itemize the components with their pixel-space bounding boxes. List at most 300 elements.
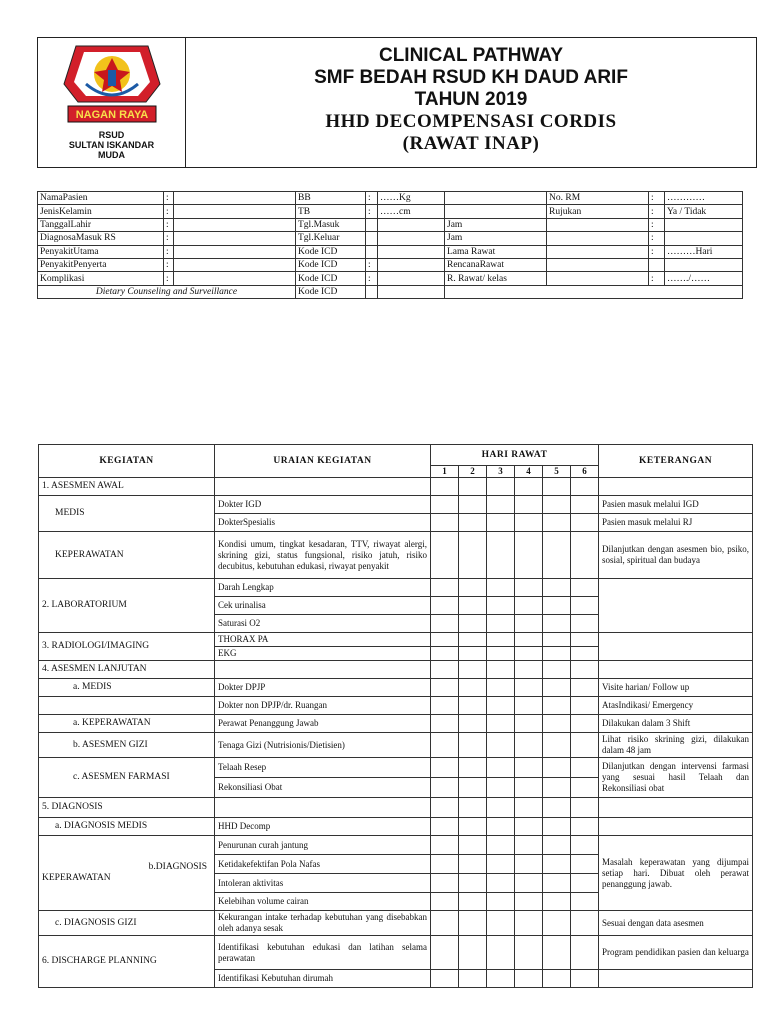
day-checkbox-cell[interactable] [515, 874, 543, 893]
logo-caption-line: RSUD [98, 130, 125, 140]
uraian-cell: Darah Lengkap [215, 579, 431, 597]
patient-info-row [38, 258, 743, 271]
day-checkbox-cell[interactable] [459, 778, 487, 798]
field-label [445, 192, 547, 205]
field-value [174, 192, 296, 205]
colon: : [164, 272, 174, 285]
day-checkbox-cell[interactable] [487, 970, 515, 988]
day-checkbox-cell[interactable] [543, 733, 571, 758]
field-value [665, 232, 743, 245]
day-checkbox-cell[interactable] [459, 715, 487, 733]
field-value [174, 245, 296, 258]
day-checkbox-cell[interactable] [543, 697, 571, 715]
day-checkbox-cell[interactable] [515, 715, 543, 733]
colon: : [164, 205, 174, 218]
header-row [39, 445, 753, 466]
day-checkbox-cell[interactable] [515, 633, 543, 647]
day-checkbox-cell[interactable] [571, 661, 599, 679]
dietary-label: Dietary Counseling and Surveillance [38, 285, 296, 298]
day-checkbox-cell[interactable] [459, 579, 487, 597]
day-checkbox-cell[interactable] [431, 661, 459, 679]
colon: : [366, 192, 378, 205]
kegiatan-cell: a. DIAGNOSIS MEDIS [39, 818, 215, 836]
field-value [174, 272, 296, 285]
pathway-row [39, 579, 753, 597]
day-checkbox-cell[interactable] [459, 798, 487, 818]
logo-cell [38, 38, 186, 167]
day-checkbox-cell[interactable] [459, 970, 487, 988]
day-checkbox-cell[interactable] [543, 836, 571, 855]
day-checkbox-cell[interactable] [571, 733, 599, 758]
day-checkbox-cell[interactable] [543, 874, 571, 893]
keterangan-cell: Sesuai dengan data asesmen [599, 911, 753, 936]
day-checkbox-cell[interactable] [431, 758, 459, 778]
day-checkbox-cell[interactable] [543, 911, 571, 936]
day-checkbox-cell[interactable] [571, 893, 599, 911]
pathway-row [39, 758, 753, 778]
field-value [174, 205, 296, 218]
field-label: Tgl.Masuk [296, 218, 366, 231]
uraian-cell: Identifikasi Kebutuhan dirumah [215, 970, 431, 988]
pathway-row [39, 911, 753, 936]
uraian-cell: Cek urinalisa [215, 597, 431, 615]
day-number: 6 [571, 466, 599, 478]
document-header [37, 37, 757, 168]
day-checkbox-cell[interactable] [571, 911, 599, 936]
uraian-cell: Rekonsiliasi Obat [215, 778, 431, 798]
day-checkbox-cell[interactable] [487, 597, 515, 615]
kegiatan-cell: a. MEDIS [39, 679, 215, 697]
day-checkbox-cell[interactable] [515, 579, 543, 597]
field-label: No. RM [547, 192, 649, 205]
patient-info-row [38, 205, 743, 218]
day-checkbox-cell[interactable] [515, 532, 543, 579]
col-keterangan: KETERANGAN [599, 445, 753, 478]
colon: : [649, 192, 665, 205]
day-checkbox-cell[interactable] [515, 679, 543, 697]
day-checkbox-cell[interactable] [571, 679, 599, 697]
field-label: PenyakitUtama [38, 245, 164, 258]
day-checkbox-cell[interactable] [459, 615, 487, 633]
day-checkbox-cell[interactable] [459, 758, 487, 778]
day-checkbox-cell[interactable] [431, 778, 459, 798]
colon [366, 232, 378, 245]
day-checkbox-cell[interactable] [543, 514, 571, 532]
title-line: HHD DECOMPENSASI CORDIS [325, 110, 617, 132]
field-value [366, 285, 378, 298]
day-checkbox-cell[interactable] [515, 514, 543, 532]
day-checkbox-cell[interactable] [431, 697, 459, 715]
field-label: PenyakitPenyerta [38, 258, 164, 271]
colon [366, 218, 378, 231]
uraian-cell: DokterSpesialis [215, 514, 431, 532]
day-checkbox-cell[interactable] [571, 579, 599, 597]
field-label: NamaPasien [38, 192, 164, 205]
field-label: Kode ICD [296, 285, 366, 298]
patient-info-row [38, 192, 743, 205]
uraian-cell: Penurunan curah jantung [215, 836, 431, 855]
day-checkbox-cell[interactable] [459, 514, 487, 532]
day-checkbox-cell[interactable] [459, 733, 487, 758]
patient-info-row [38, 245, 743, 258]
svg-text:NAGAN RAYA: NAGAN RAYA [75, 109, 148, 121]
day-checkbox-cell[interactable] [459, 697, 487, 715]
field-value [378, 258, 445, 271]
day-checkbox-cell[interactable] [487, 514, 515, 532]
colon: : [649, 232, 665, 245]
day-checkbox-cell[interactable] [487, 798, 515, 818]
day-checkbox-cell[interactable] [487, 758, 515, 778]
field-value [174, 232, 296, 245]
day-checkbox-cell[interactable] [459, 836, 487, 855]
uraian-cell: Intoleran aktivitas [215, 874, 431, 893]
kegiatan-cell: c. ASESMEN FARMASI [39, 758, 215, 798]
day-checkbox-cell[interactable] [543, 679, 571, 697]
field-value [378, 245, 445, 258]
field-label [547, 245, 649, 258]
day-checkbox-cell[interactable] [543, 893, 571, 911]
field-value: ……Kg [378, 192, 445, 205]
keterangan-cell: Lihat risiko skrining gizi, dilakukan dalam 48 jam [599, 733, 753, 758]
uraian-cell: Kelebihan volume cairan [215, 893, 431, 911]
day-number: 5 [543, 466, 571, 478]
colon: : [366, 205, 378, 218]
uraian-cell: Saturasi O2 [215, 615, 431, 633]
day-checkbox-cell[interactable] [459, 532, 487, 579]
field-value [665, 218, 743, 231]
day-checkbox-cell[interactable] [571, 532, 599, 579]
uraian-cell: Identifikasi kebutuhan edukasi dan latihan selama perawatan [215, 936, 431, 970]
kegiatan-cell: 1. ASESMEN AWAL [39, 478, 215, 496]
day-checkbox-cell[interactable] [431, 647, 459, 661]
day-checkbox-cell[interactable] [515, 855, 543, 874]
field-label: TB [296, 205, 366, 218]
kegiatan-cell: 5. DIAGNOSIS [39, 798, 215, 818]
day-checkbox-cell[interactable] [515, 911, 543, 936]
day-checkbox-cell[interactable] [515, 733, 543, 758]
day-checkbox-cell[interactable] [431, 615, 459, 633]
uraian-cell [215, 661, 431, 679]
day-checkbox-cell[interactable] [515, 970, 543, 988]
keterangan-cell: Dilanjutkan dengan intervensi farmasi yang sesuai hasil Telaah dan Rekonsiliasi obat [599, 758, 753, 798]
title-line: (RAWAT INAP) [402, 132, 540, 154]
day-checkbox-cell[interactable] [487, 615, 515, 633]
keterangan-cell: Program pendidikan pasien dan keluarga [599, 936, 753, 970]
day-checkbox-cell[interactable] [487, 733, 515, 758]
day-checkbox-cell[interactable] [571, 855, 599, 874]
day-checkbox-cell[interactable] [431, 579, 459, 597]
day-checkbox-cell[interactable] [543, 478, 571, 496]
day-checkbox-cell[interactable] [571, 970, 599, 988]
day-checkbox-cell[interactable] [487, 874, 515, 893]
day-checkbox-cell[interactable] [515, 836, 543, 855]
day-checkbox-cell[interactable] [431, 855, 459, 874]
kegiatan-cell: 4. ASESMEN LANJUTAN [39, 661, 215, 679]
uraian-cell: Perawat Penanggung Jawab [215, 715, 431, 733]
field-label: TanggalLahir [38, 218, 164, 231]
day-checkbox-cell[interactable] [487, 715, 515, 733]
pathway-row [39, 818, 753, 836]
day-checkbox-cell[interactable] [515, 778, 543, 798]
uraian-cell: Dokter non DPJP/dr. Ruangan [215, 697, 431, 715]
day-checkbox-cell[interactable] [431, 836, 459, 855]
field-label [547, 272, 649, 285]
day-checkbox-cell[interactable] [571, 597, 599, 615]
uraian-cell [215, 798, 431, 818]
day-checkbox-cell[interactable] [487, 496, 515, 514]
uraian-cell: Kekurangan intake terhadap kebutuhan yang disebabkan oleh adanya sesak [215, 911, 431, 936]
pathway-row [39, 798, 753, 818]
day-checkbox-cell[interactable] [459, 911, 487, 936]
day-checkbox-cell[interactable] [571, 715, 599, 733]
pathway-row [39, 532, 753, 579]
day-checkbox-cell[interactable] [487, 579, 515, 597]
colon: : [164, 258, 174, 271]
colon: : [649, 272, 665, 285]
day-checkbox-cell[interactable] [459, 647, 487, 661]
hospital-logo [56, 44, 168, 128]
day-checkbox-cell[interactable] [487, 647, 515, 661]
kegiatan-cell: KEPERAWATAN [39, 532, 215, 579]
patient-info-row [38, 218, 743, 231]
day-checkbox-cell[interactable] [543, 798, 571, 818]
day-checkbox-cell[interactable] [543, 647, 571, 661]
field-value: ……./…… [665, 272, 743, 285]
day-number: 2 [459, 466, 487, 478]
colon: : [649, 245, 665, 258]
title-cell [186, 38, 756, 167]
day-checkbox-cell[interactable] [515, 647, 543, 661]
field-label [547, 258, 649, 271]
day-checkbox-cell[interactable] [431, 893, 459, 911]
title-line: SMF BEDAH RSUD KH DAUD ARIF [314, 66, 628, 88]
keterangan-cell: Pasien masuk melalui RJ [599, 514, 753, 532]
day-checkbox-cell[interactable] [459, 936, 487, 970]
day-checkbox-cell[interactable] [431, 936, 459, 970]
day-checkbox-cell[interactable] [515, 615, 543, 633]
day-checkbox-cell[interactable] [487, 818, 515, 836]
day-checkbox-cell[interactable] [571, 936, 599, 970]
keterangan-cell: Visite harian/ Follow up [599, 679, 753, 697]
day-checkbox-cell[interactable] [515, 936, 543, 970]
keterangan-cell: Dilanjutkan dengan asesmen bio, psiko, sosial, spiritual dan budaya [599, 532, 753, 579]
day-checkbox-cell[interactable] [431, 970, 459, 988]
day-checkbox-cell[interactable] [543, 758, 571, 778]
col-uraian: URAIAN KEGIATAN [215, 445, 431, 478]
day-checkbox-cell[interactable] [571, 836, 599, 855]
day-checkbox-cell[interactable] [571, 633, 599, 647]
day-checkbox-cell[interactable] [571, 798, 599, 818]
uraian-cell: EKG [215, 647, 431, 661]
day-checkbox-cell[interactable] [431, 478, 459, 496]
kegiatan-cell [39, 836, 215, 911]
day-checkbox-cell[interactable] [543, 715, 571, 733]
day-checkbox-cell[interactable] [459, 633, 487, 647]
kegiatan-cell: c. DIAGNOSIS GIZI [39, 911, 215, 936]
day-checkbox-cell[interactable] [543, 936, 571, 970]
day-checkbox-cell[interactable] [543, 818, 571, 836]
day-checkbox-cell[interactable] [487, 633, 515, 647]
day-checkbox-cell[interactable] [487, 836, 515, 855]
day-checkbox-cell[interactable] [459, 855, 487, 874]
day-checkbox-cell[interactable] [515, 818, 543, 836]
keterangan-cell: Masalah keperawatan yang dijumpai setiap hari. Dibuat oleh perawat penanggung jawab. [599, 836, 753, 911]
title-line: CLINICAL PATHWAY [378, 44, 564, 66]
day-checkbox-cell[interactable] [543, 597, 571, 615]
day-checkbox-cell[interactable] [571, 615, 599, 633]
day-checkbox-cell[interactable] [571, 697, 599, 715]
day-checkbox-cell[interactable] [571, 758, 599, 778]
day-checkbox-cell[interactable] [459, 496, 487, 514]
day-number: 3 [487, 466, 515, 478]
day-checkbox-cell[interactable] [543, 496, 571, 514]
day-checkbox-cell[interactable] [431, 514, 459, 532]
day-checkbox-cell[interactable] [431, 798, 459, 818]
day-checkbox-cell[interactable] [459, 818, 487, 836]
day-checkbox-cell[interactable] [487, 855, 515, 874]
day-checkbox-cell[interactable] [571, 478, 599, 496]
keterangan-cell [599, 970, 753, 988]
day-checkbox-cell[interactable] [431, 633, 459, 647]
day-checkbox-cell[interactable] [571, 874, 599, 893]
field-value [174, 218, 296, 231]
uraian-cell: Ketidakefektifan Pola Nafas [215, 855, 431, 874]
day-checkbox-cell[interactable] [487, 778, 515, 798]
field-label [547, 218, 649, 231]
day-checkbox-cell[interactable] [515, 798, 543, 818]
uraian-cell: Kondisi umum, tingkat kesadaran, TTV, riwayat alergi, skrining gizi, status fungsional, risiko jatuh, risiko decubitus, kebutuhan edukasi, riwayat penyakit [215, 532, 431, 579]
day-checkbox-cell[interactable] [543, 855, 571, 874]
day-checkbox-cell[interactable] [487, 478, 515, 496]
kegiatan-label: KEPERAWATAN [42, 873, 111, 883]
day-checkbox-cell[interactable] [431, 874, 459, 893]
day-checkbox-cell[interactable] [571, 647, 599, 661]
day-checkbox-cell[interactable] [459, 478, 487, 496]
day-checkbox-cell[interactable] [543, 532, 571, 579]
day-checkbox-cell[interactable] [515, 597, 543, 615]
day-checkbox-cell[interactable] [487, 679, 515, 697]
kegiatan-cell: b. ASESMEN GIZI [39, 733, 215, 758]
colon: : [649, 218, 665, 231]
day-checkbox-cell[interactable] [515, 496, 543, 514]
day-checkbox-cell[interactable] [459, 874, 487, 893]
day-checkbox-cell[interactable] [543, 615, 571, 633]
day-checkbox-cell[interactable] [459, 679, 487, 697]
pathway-row [39, 733, 753, 758]
field-value [174, 258, 296, 271]
colon: : [366, 258, 378, 271]
pathway-row [39, 478, 753, 496]
day-checkbox-cell[interactable] [487, 911, 515, 936]
col-kegiatan: KEGIATAN [39, 445, 215, 478]
day-checkbox-cell[interactable] [431, 818, 459, 836]
day-checkbox-cell[interactable] [543, 661, 571, 679]
kegiatan-label: b.DIAGNOSIS [148, 862, 207, 872]
day-checkbox-cell[interactable] [515, 758, 543, 778]
day-checkbox-cell[interactable] [543, 970, 571, 988]
title-line: TAHUN 2019 [414, 88, 528, 110]
day-checkbox-cell[interactable] [515, 478, 543, 496]
day-checkbox-cell[interactable] [487, 532, 515, 579]
day-checkbox-cell[interactable] [459, 661, 487, 679]
day-checkbox-cell[interactable] [543, 633, 571, 647]
day-checkbox-cell[interactable] [431, 597, 459, 615]
day-checkbox-cell[interactable] [459, 893, 487, 911]
day-checkbox-cell[interactable] [431, 496, 459, 514]
kegiatan-cell: a. KEPERAWATAN [39, 715, 215, 733]
field-label: Kode ICD [296, 272, 366, 285]
day-checkbox-cell[interactable] [431, 532, 459, 579]
colon: : [164, 232, 174, 245]
colon: : [164, 218, 174, 231]
field-value [665, 258, 743, 271]
field-label: Jam [445, 232, 547, 245]
keterangan-cell [599, 818, 753, 836]
uraian-cell: HHD Decomp [215, 818, 431, 836]
day-checkbox-cell[interactable] [487, 661, 515, 679]
uraian-cell: Tenaga Gizi (Nutrisionis/Dietisien) [215, 733, 431, 758]
day-checkbox-cell[interactable] [431, 715, 459, 733]
day-checkbox-cell[interactable] [431, 911, 459, 936]
pathway-row [39, 633, 753, 647]
day-checkbox-cell[interactable] [487, 893, 515, 911]
day-checkbox-cell[interactable] [571, 514, 599, 532]
day-checkbox-cell[interactable] [487, 697, 515, 715]
pathway-row [39, 661, 753, 679]
day-checkbox-cell[interactable] [515, 893, 543, 911]
day-checkbox-cell[interactable] [515, 661, 543, 679]
field-value [378, 232, 445, 245]
field-label: Lama Rawat [445, 245, 547, 258]
field-label: RencanaRawat [445, 258, 547, 271]
logo-caption-line: SULTAN ISKANDAR [68, 140, 155, 150]
day-checkbox-cell[interactable] [571, 818, 599, 836]
day-checkbox-cell[interactable] [571, 496, 599, 514]
logo-caption [69, 130, 154, 160]
col-hari-rawat: HARI RAWAT [431, 445, 599, 466]
day-checkbox-cell[interactable] [515, 697, 543, 715]
colon: : [649, 205, 665, 218]
field-label: R. Rawat/ kelas [445, 272, 547, 285]
keterangan-cell [599, 478, 753, 496]
day-checkbox-cell[interactable] [543, 778, 571, 798]
day-checkbox-cell[interactable] [571, 778, 599, 798]
field-value: ………… [665, 192, 743, 205]
field-value: Ya / Tidak [665, 205, 743, 218]
field-label: Tgl.Keluar [296, 232, 366, 245]
day-checkbox-cell[interactable] [431, 679, 459, 697]
patient-info-table [37, 191, 743, 299]
clinical-pathway-table [38, 444, 753, 988]
keterangan-cell [599, 579, 753, 633]
field-value: ……cm [378, 205, 445, 218]
colon: : [164, 245, 174, 258]
day-checkbox-cell[interactable] [459, 597, 487, 615]
keterangan-cell [599, 661, 753, 679]
day-checkbox-cell[interactable] [431, 733, 459, 758]
day-checkbox-cell[interactable] [543, 579, 571, 597]
kegiatan-cell [39, 697, 215, 715]
day-checkbox-cell[interactable] [487, 936, 515, 970]
logo-caption-line: MUDA [97, 150, 125, 160]
kegiatan-cell: MEDIS [39, 496, 215, 532]
field-value [378, 272, 445, 285]
field-label [547, 232, 649, 245]
keterangan-cell: AtasIndikasi/ Emergency [599, 697, 753, 715]
uraian-cell [215, 478, 431, 496]
field-label: BB [296, 192, 366, 205]
uraian-cell: THORAX PA [215, 633, 431, 647]
